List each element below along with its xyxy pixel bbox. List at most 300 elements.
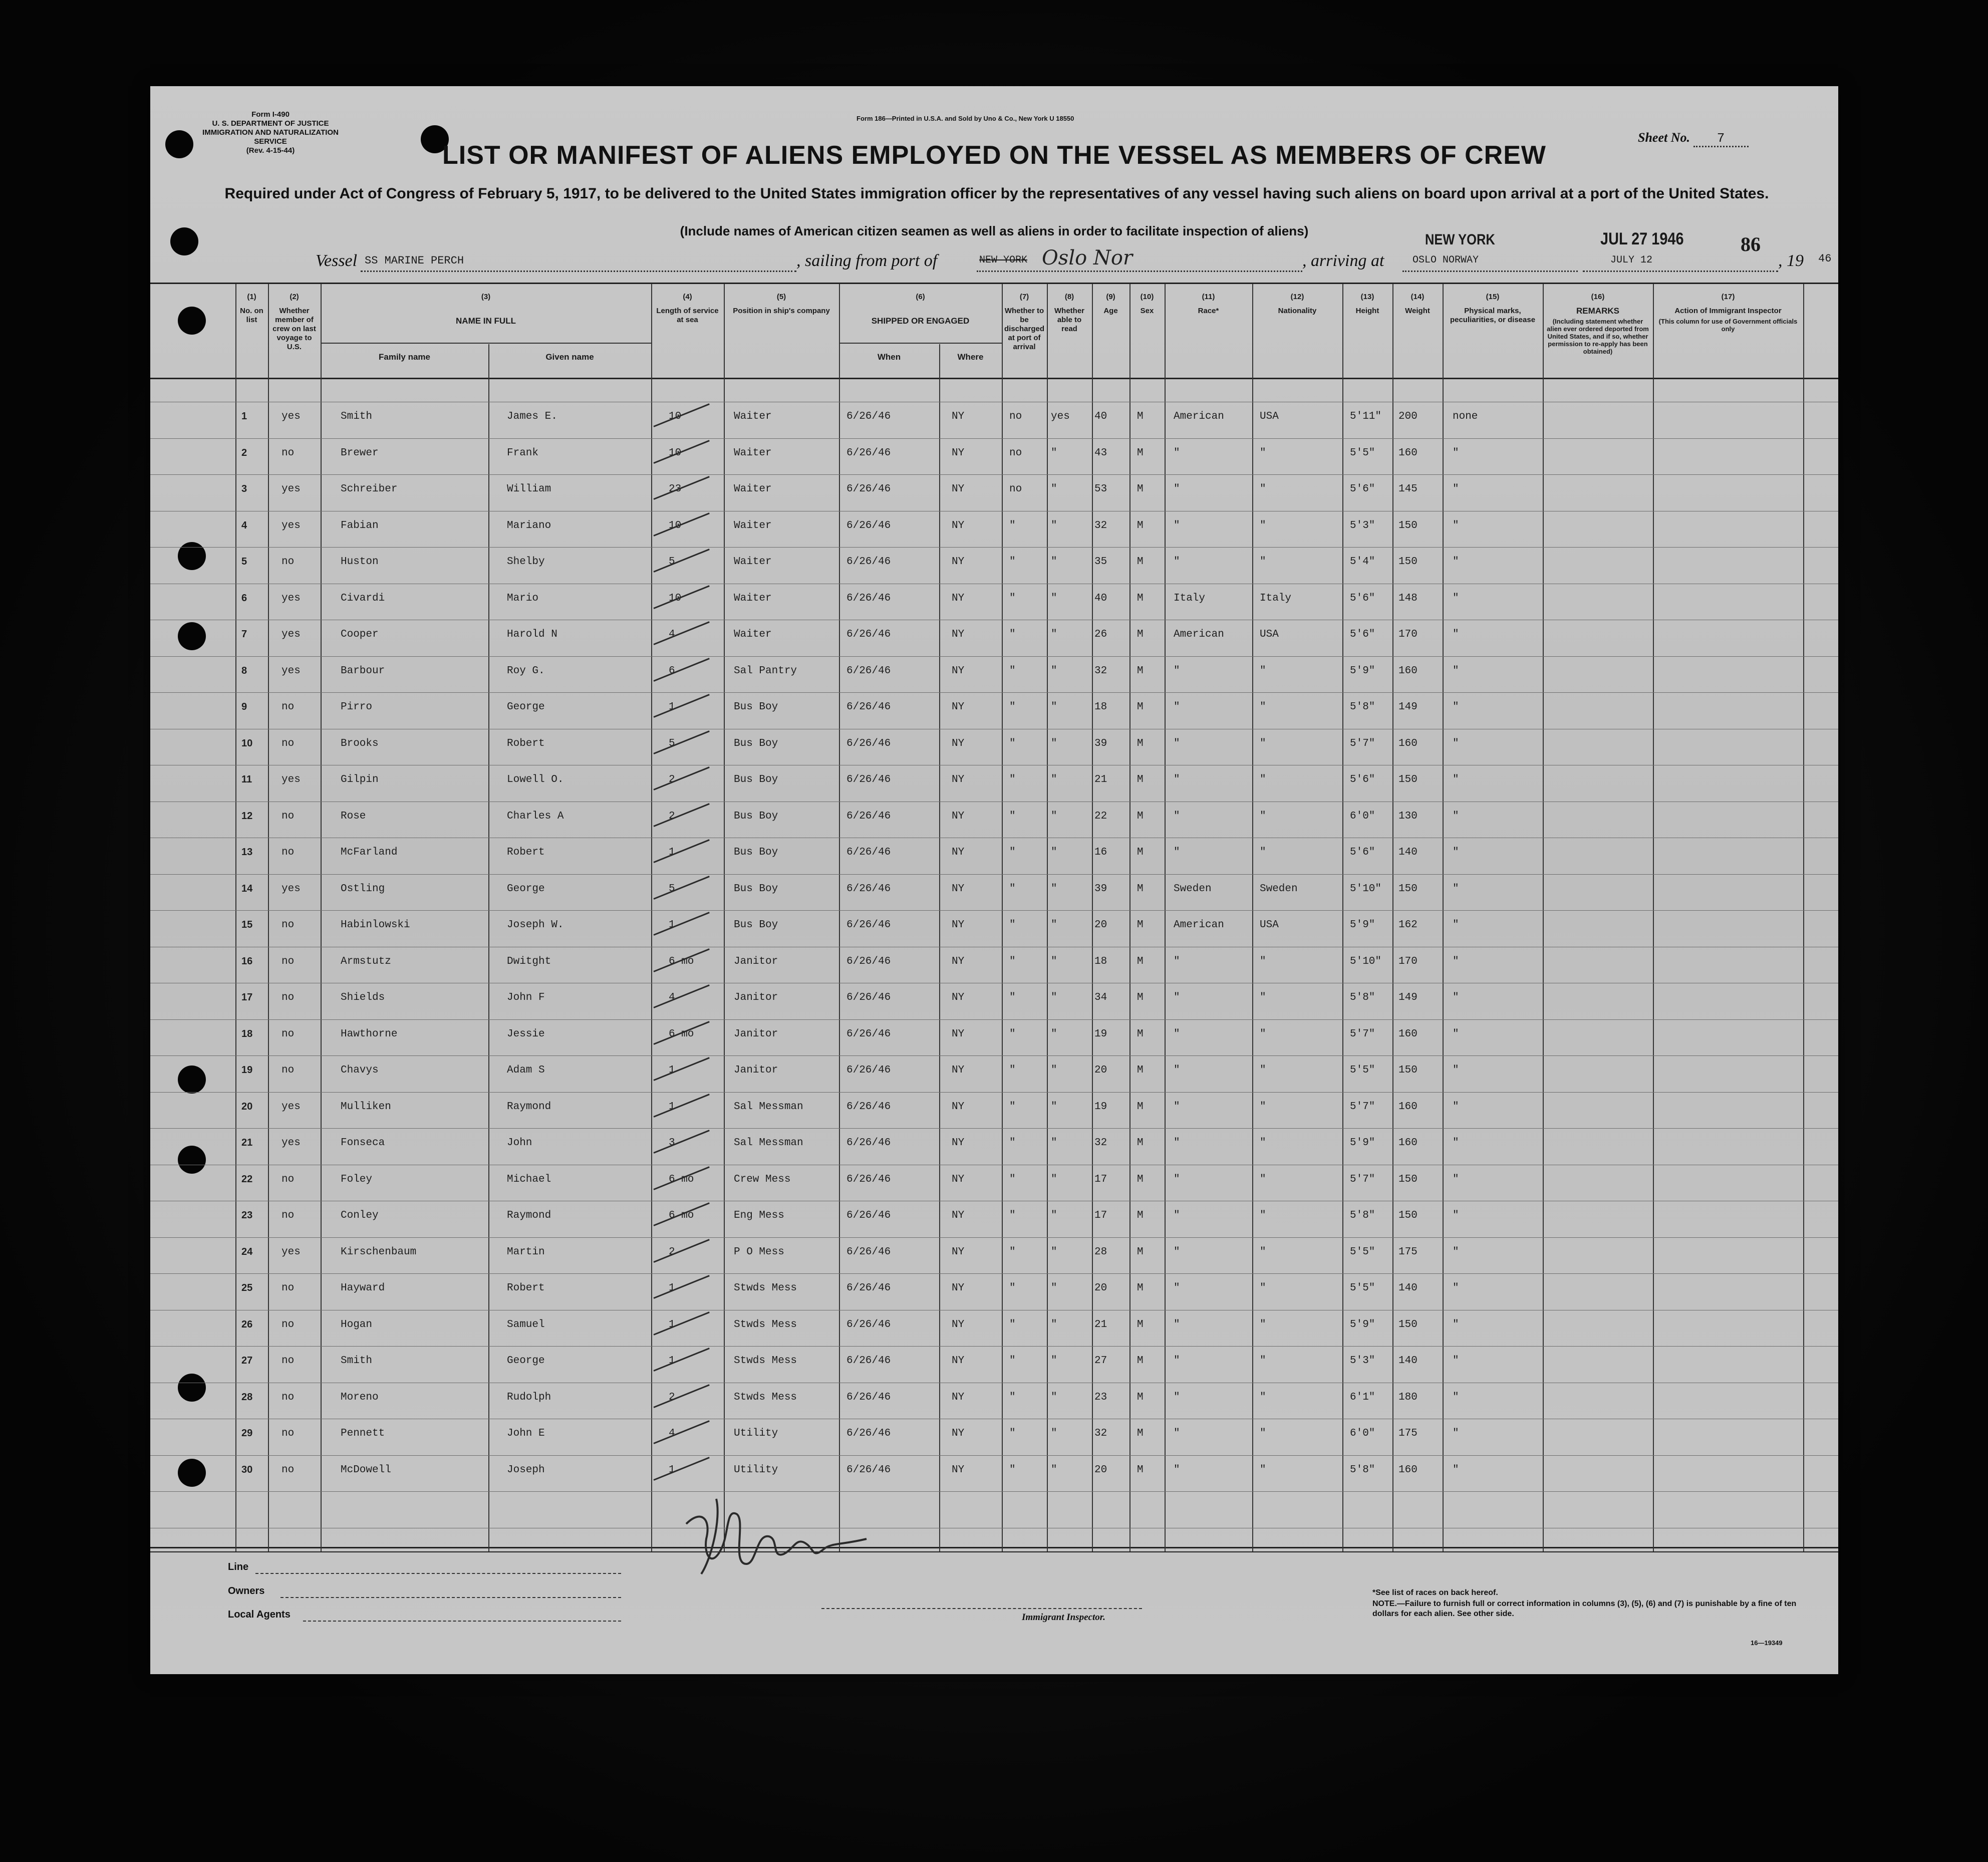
column-subheader: Given name (545, 352, 594, 362)
sub-header-rule (839, 343, 1002, 344)
table-cell: 140 (1398, 847, 1417, 858)
table-cell: George (507, 883, 545, 895)
table-bottom-rule-2 (150, 1551, 1838, 1552)
check-mark (653, 1202, 709, 1226)
table-cell: 20 (1094, 1464, 1107, 1476)
date-typed: JULY 12 (1610, 254, 1653, 266)
table-cell: Civardi (341, 593, 385, 604)
table-cell: " (1453, 1210, 1459, 1221)
table-cell: " (1260, 1028, 1266, 1040)
table-cell: " (1174, 1065, 1180, 1076)
table-cell: 5 (669, 556, 675, 568)
table-cell: 35 (1094, 556, 1107, 568)
column-header: Whether member of crew on last voyage to U.S. (272, 307, 316, 351)
table-cell: Jessie (507, 1028, 545, 1040)
table-cell: Italy (1174, 593, 1206, 604)
table-cell: Joseph W. (507, 919, 564, 931)
row-number: 30 (241, 1464, 253, 1475)
table-cell: no (1009, 447, 1022, 459)
table-cell: " (1174, 738, 1180, 749)
table-cell: " (1260, 992, 1266, 1003)
table-cell: 10 (669, 447, 682, 459)
table-cell: yes (281, 1101, 301, 1113)
table-cell: 180 (1398, 1392, 1417, 1403)
table-cell: 2 (669, 811, 675, 822)
table-cell: no (281, 1210, 295, 1221)
table-cell: NY (952, 847, 965, 858)
table-cell: Armstutz (341, 956, 391, 967)
row-number: 17 (241, 992, 253, 1003)
table-cell: " (1174, 1101, 1180, 1113)
table-cell: 17 (1094, 1210, 1107, 1221)
table-cell: Shelby (507, 556, 545, 568)
check-mark (653, 1457, 709, 1481)
table-cell: " (1051, 1282, 1057, 1294)
table-cell: 32 (1094, 520, 1107, 531)
table-cell: Sal Messman (734, 1101, 803, 1113)
table-cell: 6/26/46 (846, 593, 891, 604)
punch-hole (178, 1374, 206, 1402)
row-number: 22 (241, 1174, 253, 1185)
table-cell: 5'4" (1350, 556, 1375, 568)
sailing-port-handwritten: Oslo Nor (1042, 246, 1133, 270)
table-cell: " (1260, 483, 1266, 495)
table-cell: 27 (1094, 1355, 1107, 1367)
table-cell: M (1137, 1246, 1144, 1258)
table-cell: no (281, 811, 295, 822)
table-cell: yes (281, 629, 301, 640)
table-cell: " (1453, 992, 1459, 1003)
row-number: 1 (241, 411, 247, 422)
table-cell: 150 (1398, 1319, 1417, 1331)
table-cell: " (1009, 1428, 1016, 1439)
table-cell: 4 (669, 1428, 675, 1439)
row-number: 18 (241, 1028, 253, 1039)
table-cell: Bus Boy (734, 847, 778, 858)
table-cell: 5'5" (1350, 447, 1375, 459)
table-cell: 5'8" (1350, 1210, 1375, 1221)
table-cell: " (1260, 520, 1266, 531)
row-number: 20 (241, 1101, 253, 1112)
column-number: (10) (1140, 293, 1154, 301)
table-cell: 5'8" (1350, 992, 1375, 1003)
table-cell: NY (952, 447, 965, 459)
table-cell: " (1453, 520, 1459, 531)
local-agents-label: Local Agents (228, 1609, 291, 1620)
table-top-rule (150, 283, 1838, 284)
table-cell: " (1260, 665, 1266, 677)
table-cell: NY (952, 1210, 965, 1221)
table-cell: 1 (669, 1065, 675, 1076)
column-number: (1) (247, 293, 256, 301)
table-cell: NY (952, 1464, 965, 1476)
table-cell: Mariano (507, 520, 551, 531)
table-cell: 6 (669, 665, 675, 677)
row-rule (150, 547, 1838, 548)
table-cell: 2 (669, 774, 675, 785)
row-number: 15 (241, 919, 253, 930)
table-cell: 150 (1398, 1210, 1417, 1221)
table-cell: " (1051, 992, 1057, 1003)
table-cell: Gilpin (341, 774, 379, 785)
table-cell: 10 (669, 593, 682, 604)
column-number: (12) (1290, 293, 1304, 301)
table-cell: " (1051, 1319, 1057, 1331)
check-mark (653, 1239, 709, 1263)
check-mark (653, 948, 709, 972)
table-cell: Stwds Mess (734, 1282, 797, 1294)
table-cell: " (1174, 1028, 1180, 1040)
table-cell: William (507, 483, 551, 495)
table-cell: " (1174, 701, 1180, 713)
table-cell: NY (952, 1028, 965, 1040)
row-number: 27 (241, 1355, 253, 1366)
table-cell: " (1453, 1174, 1459, 1185)
check-mark (653, 876, 709, 900)
table-cell: NY (952, 483, 965, 495)
table-cell: NY (952, 1355, 965, 1367)
table-cell: " (1453, 774, 1459, 785)
owners-label: Owners (228, 1585, 265, 1597)
column-number: (13) (1360, 293, 1374, 301)
table-cell: no (281, 1392, 295, 1403)
table-cell: Waiter (734, 593, 772, 604)
table-cell: " (1260, 1101, 1266, 1113)
table-cell: 150 (1398, 1174, 1417, 1185)
table-cell: 18 (1094, 956, 1107, 967)
check-mark (653, 1021, 709, 1045)
table-cell: 21 (1094, 1319, 1107, 1331)
table-cell: Foley (341, 1174, 373, 1185)
table-cell: 20 (1094, 919, 1107, 931)
row-rule (150, 1273, 1838, 1274)
include-note: (Include names of American citizen seamen as well as aliens in order to facilitate inspection of aliens) (680, 223, 1309, 238)
column-header-detail: (Including statement whether alien ever ordered deported from United States, and if so, whether permission to re-apply has been obtained) (1547, 318, 1649, 355)
table-cell: M (1137, 556, 1144, 568)
row-number: 19 (241, 1065, 253, 1076)
table-cell: Waiter (734, 556, 772, 568)
table-cell: " (1009, 919, 1016, 931)
table-cell: M (1137, 811, 1144, 822)
check-mark (653, 1384, 709, 1408)
check-mark (653, 984, 709, 1008)
table-cell: Utility (734, 1428, 778, 1439)
column-header: Whether to be discharged at port of arrival (1004, 307, 1045, 351)
table-cell: Crew Mess (734, 1174, 791, 1185)
table-cell: 5'9" (1350, 1319, 1375, 1331)
column-header: Physical marks, peculiarities, or disease (1450, 307, 1536, 324)
table-cell: " (1260, 847, 1266, 858)
table-cell: 6/26/46 (846, 1428, 891, 1439)
table-cell: Bus Boy (734, 919, 778, 931)
table-cell: M (1137, 1065, 1144, 1076)
row-number: 29 (241, 1428, 253, 1439)
row-number: 2 (241, 447, 247, 458)
table-cell: " (1051, 520, 1057, 531)
table-cell: 200 (1398, 411, 1417, 422)
row-number: 26 (241, 1319, 253, 1330)
table-cell: Conley (341, 1210, 379, 1221)
table-cell: 39 (1094, 883, 1107, 895)
table-cell: M (1137, 629, 1144, 640)
table-cell: M (1137, 1319, 1144, 1331)
table-cell: George (507, 1355, 545, 1367)
table-cell: " (1051, 556, 1057, 568)
table-cell: no (281, 1028, 295, 1040)
line-label: Line (228, 1561, 249, 1572)
table-cell: NY (952, 774, 965, 785)
table-cell: " (1009, 1464, 1016, 1476)
column-number: (5) (776, 293, 786, 301)
table-cell: " (1051, 1065, 1057, 1076)
table-cell: Bus Boy (734, 738, 778, 749)
table-cell: " (1051, 1355, 1057, 1367)
table-cell: " (1260, 956, 1266, 967)
table-cell: " (1260, 1282, 1266, 1294)
table-cell: " (1174, 992, 1180, 1003)
row-number: 9 (241, 701, 247, 712)
table-cell: 53 (1094, 483, 1107, 495)
table-cell: Bus Boy (734, 774, 778, 785)
table-cell: 22 (1094, 811, 1107, 822)
table-cell: 6/26/46 (846, 701, 891, 713)
table-cell: " (1260, 738, 1266, 749)
row-number: 24 (241, 1246, 253, 1257)
table-cell: no (281, 1428, 295, 1439)
check-mark (653, 1094, 709, 1118)
table-cell: " (1174, 774, 1180, 785)
table-cell: 160 (1398, 665, 1417, 677)
table-cell: 6/26/46 (846, 629, 891, 640)
table-cell: 6/26/46 (846, 956, 891, 967)
table-cell: 1 (669, 847, 675, 858)
table-cell: " (1453, 1464, 1459, 1476)
header-bottom-rule (150, 378, 1838, 379)
table-cell: 4 (669, 629, 675, 640)
table-cell: " (1174, 1319, 1180, 1331)
table-cell: " (1009, 1246, 1016, 1258)
table-cell: " (1051, 1028, 1057, 1040)
check-mark (653, 549, 709, 573)
table-cell: 1 (669, 919, 675, 931)
table-cell: 160 (1398, 1464, 1417, 1476)
table-cell: Bus Boy (734, 811, 778, 822)
column-subheader: Family name (379, 352, 430, 362)
row-number: 3 (241, 483, 247, 494)
column-header: SHIPPED OR ENGAGED (871, 316, 970, 326)
table-cell: " (1009, 774, 1016, 785)
table-cell: 26 (1094, 629, 1107, 640)
table-cell: " (1453, 1246, 1459, 1258)
table-cell: Pirro (341, 701, 373, 713)
table-cell: 160 (1398, 1028, 1417, 1040)
printer-line: Form 186—Printed in U.S.A. and Sold by Uno & Co., New York U 18550 (857, 115, 1074, 122)
table-cell: 5'6" (1350, 629, 1375, 640)
table-cell: Waiter (734, 483, 772, 495)
table-cell: Bus Boy (734, 701, 778, 713)
table-cell: no (1009, 411, 1022, 422)
table-cell: " (1260, 811, 1266, 822)
table-cell: 6'1" (1350, 1392, 1375, 1403)
table-cell: " (1260, 774, 1266, 785)
row-rule (150, 1019, 1838, 1020)
table-cell: 5'6" (1350, 847, 1375, 858)
table-cell: " (1009, 593, 1016, 604)
table-cell: " (1051, 847, 1057, 858)
table-cell: " (1453, 919, 1459, 931)
requirement-text: Required under Act of Congress of February 5, 1917, to be delivered to the United States immigration officer by the representatives of any vessel having such aliens on board upon arrival at a port of the United States. (224, 185, 1769, 202)
table-cell: " (1009, 1137, 1016, 1149)
table-cell: " (1051, 1210, 1057, 1221)
table-cell: Habinlowski (341, 919, 410, 931)
table-cell: 5'6" (1350, 593, 1375, 604)
service-name: IMMIGRATION AND NATURALIZATION SERVICE (202, 128, 339, 146)
table-cell: 5'5" (1350, 1246, 1375, 1258)
table-cell: 6/26/46 (846, 665, 891, 677)
row-rule (150, 1237, 1838, 1238)
table-cell: Fabian (341, 520, 379, 531)
table-cell: Lowell O. (507, 774, 564, 785)
table-cell: " (1453, 847, 1459, 858)
table-cell: Brewer (341, 447, 379, 459)
table-cell: 5 (669, 883, 675, 895)
table-cell: 5'6" (1350, 483, 1375, 495)
table-cell: M (1137, 1137, 1144, 1149)
table-cell: " (1453, 593, 1459, 604)
table-cell: Schreiber (341, 483, 398, 495)
check-mark (653, 839, 709, 863)
table-cell: 2 (669, 1246, 675, 1258)
table-cell: M (1137, 1282, 1144, 1294)
table-cell: " (1174, 483, 1180, 495)
table-cell: " (1260, 1428, 1266, 1439)
table-cell: 5'10" (1350, 956, 1382, 967)
table-cell: yes (281, 520, 301, 531)
table-cell: " (1009, 847, 1016, 858)
table-cell: 1 (669, 1282, 675, 1294)
table-cell: " (1174, 847, 1180, 858)
table-cell: " (1009, 992, 1016, 1003)
column-header-detail: (This column for use of Government officials only (1658, 318, 1798, 333)
table-cell: 5'7" (1350, 1101, 1375, 1113)
table-cell: 5'7" (1350, 738, 1375, 749)
column-subheader: When (877, 352, 901, 362)
table-cell: P O Mess (734, 1246, 784, 1258)
table-cell: " (1009, 1282, 1016, 1294)
table-cell: 39 (1094, 738, 1107, 749)
table-cell: " (1453, 1065, 1459, 1076)
table-cell: " (1174, 665, 1180, 677)
table-cell: M (1137, 919, 1144, 931)
table-cell: Italy (1260, 593, 1292, 604)
check-mark (653, 1275, 709, 1299)
punch-hole (178, 1146, 206, 1174)
table-cell: 32 (1094, 665, 1107, 677)
check-mark (653, 766, 709, 790)
check-mark (653, 403, 709, 427)
table-cell: Dwitght (507, 956, 551, 967)
table-cell: " (1453, 1101, 1459, 1113)
table-cell: George (507, 701, 545, 713)
table-cell: " (1260, 1246, 1266, 1258)
table-cell: American (1174, 629, 1224, 640)
table-cell: yes (281, 593, 301, 604)
table-bottom-rule (150, 1547, 1838, 1548)
table-cell: " (1174, 1137, 1180, 1149)
table-cell: " (1260, 701, 1266, 713)
table-cell: Stwds Mess (734, 1355, 797, 1367)
table-cell: Robert (507, 738, 545, 749)
table-cell: no (281, 847, 295, 858)
table-cell: yes (281, 483, 301, 495)
vessel-label: Vessel (316, 251, 358, 270)
sailing-port-struck: NEW YORK (979, 254, 1028, 266)
table-cell: Pennett (341, 1428, 385, 1439)
row-number: 6 (241, 593, 247, 604)
table-cell: Cooper (341, 629, 379, 640)
date-field-line (1583, 271, 1778, 272)
table-cell: Waiter (734, 629, 772, 640)
row-number: 14 (241, 883, 253, 894)
stamp-number: 86 (1741, 233, 1761, 255)
table-cell: Mulliken (341, 1101, 391, 1113)
table-cell: Robert (507, 847, 545, 858)
table-cell: Janitor (734, 1028, 778, 1040)
table-cell: M (1137, 593, 1144, 604)
table-cell: 148 (1398, 593, 1417, 604)
table-cell: " (1260, 556, 1266, 568)
table-cell: 175 (1398, 1428, 1417, 1439)
table-cell: M (1137, 411, 1144, 422)
table-cell: 1 (669, 1319, 675, 1331)
table-cell: " (1051, 1246, 1057, 1258)
table-cell: " (1453, 1137, 1459, 1149)
table-cell: 6'0" (1350, 811, 1375, 822)
table-cell: American (1174, 919, 1224, 931)
column-number: (6) (916, 293, 925, 301)
table-cell: " (1260, 1210, 1266, 1221)
column-header: Whether able to read (1054, 307, 1084, 333)
table-cell: M (1137, 701, 1144, 713)
table-cell: Janitor (734, 956, 778, 967)
check-mark (653, 621, 709, 645)
table-cell: Smith (341, 411, 373, 422)
table-cell: " (1009, 520, 1016, 531)
table-cell: 162 (1398, 919, 1417, 931)
table-cell: 6/26/46 (846, 556, 891, 568)
table-cell: 6/26/46 (846, 1028, 891, 1040)
table-cell: American (1174, 411, 1224, 422)
table-cell: NY (952, 1282, 965, 1294)
table-cell: 150 (1398, 1065, 1417, 1076)
row-number: 21 (241, 1137, 253, 1148)
column-number: (2) (290, 293, 299, 301)
table-cell: NY (952, 1101, 965, 1113)
table-cell: Waiter (734, 411, 772, 422)
row-number: 4 (241, 520, 247, 531)
table-cell: no (281, 701, 295, 713)
table-cell: " (1174, 1246, 1180, 1258)
table-cell: Sweden (1260, 883, 1298, 895)
table-cell: NY (952, 883, 965, 895)
table-cell: no (281, 956, 295, 967)
table-cell: 6/26/46 (846, 1246, 891, 1258)
table-cell: " (1453, 738, 1459, 749)
table-cell: Rudolph (507, 1392, 551, 1403)
vessel-field-line (361, 271, 796, 272)
table-cell: " (1009, 1028, 1016, 1040)
punch-hole (178, 1459, 206, 1487)
